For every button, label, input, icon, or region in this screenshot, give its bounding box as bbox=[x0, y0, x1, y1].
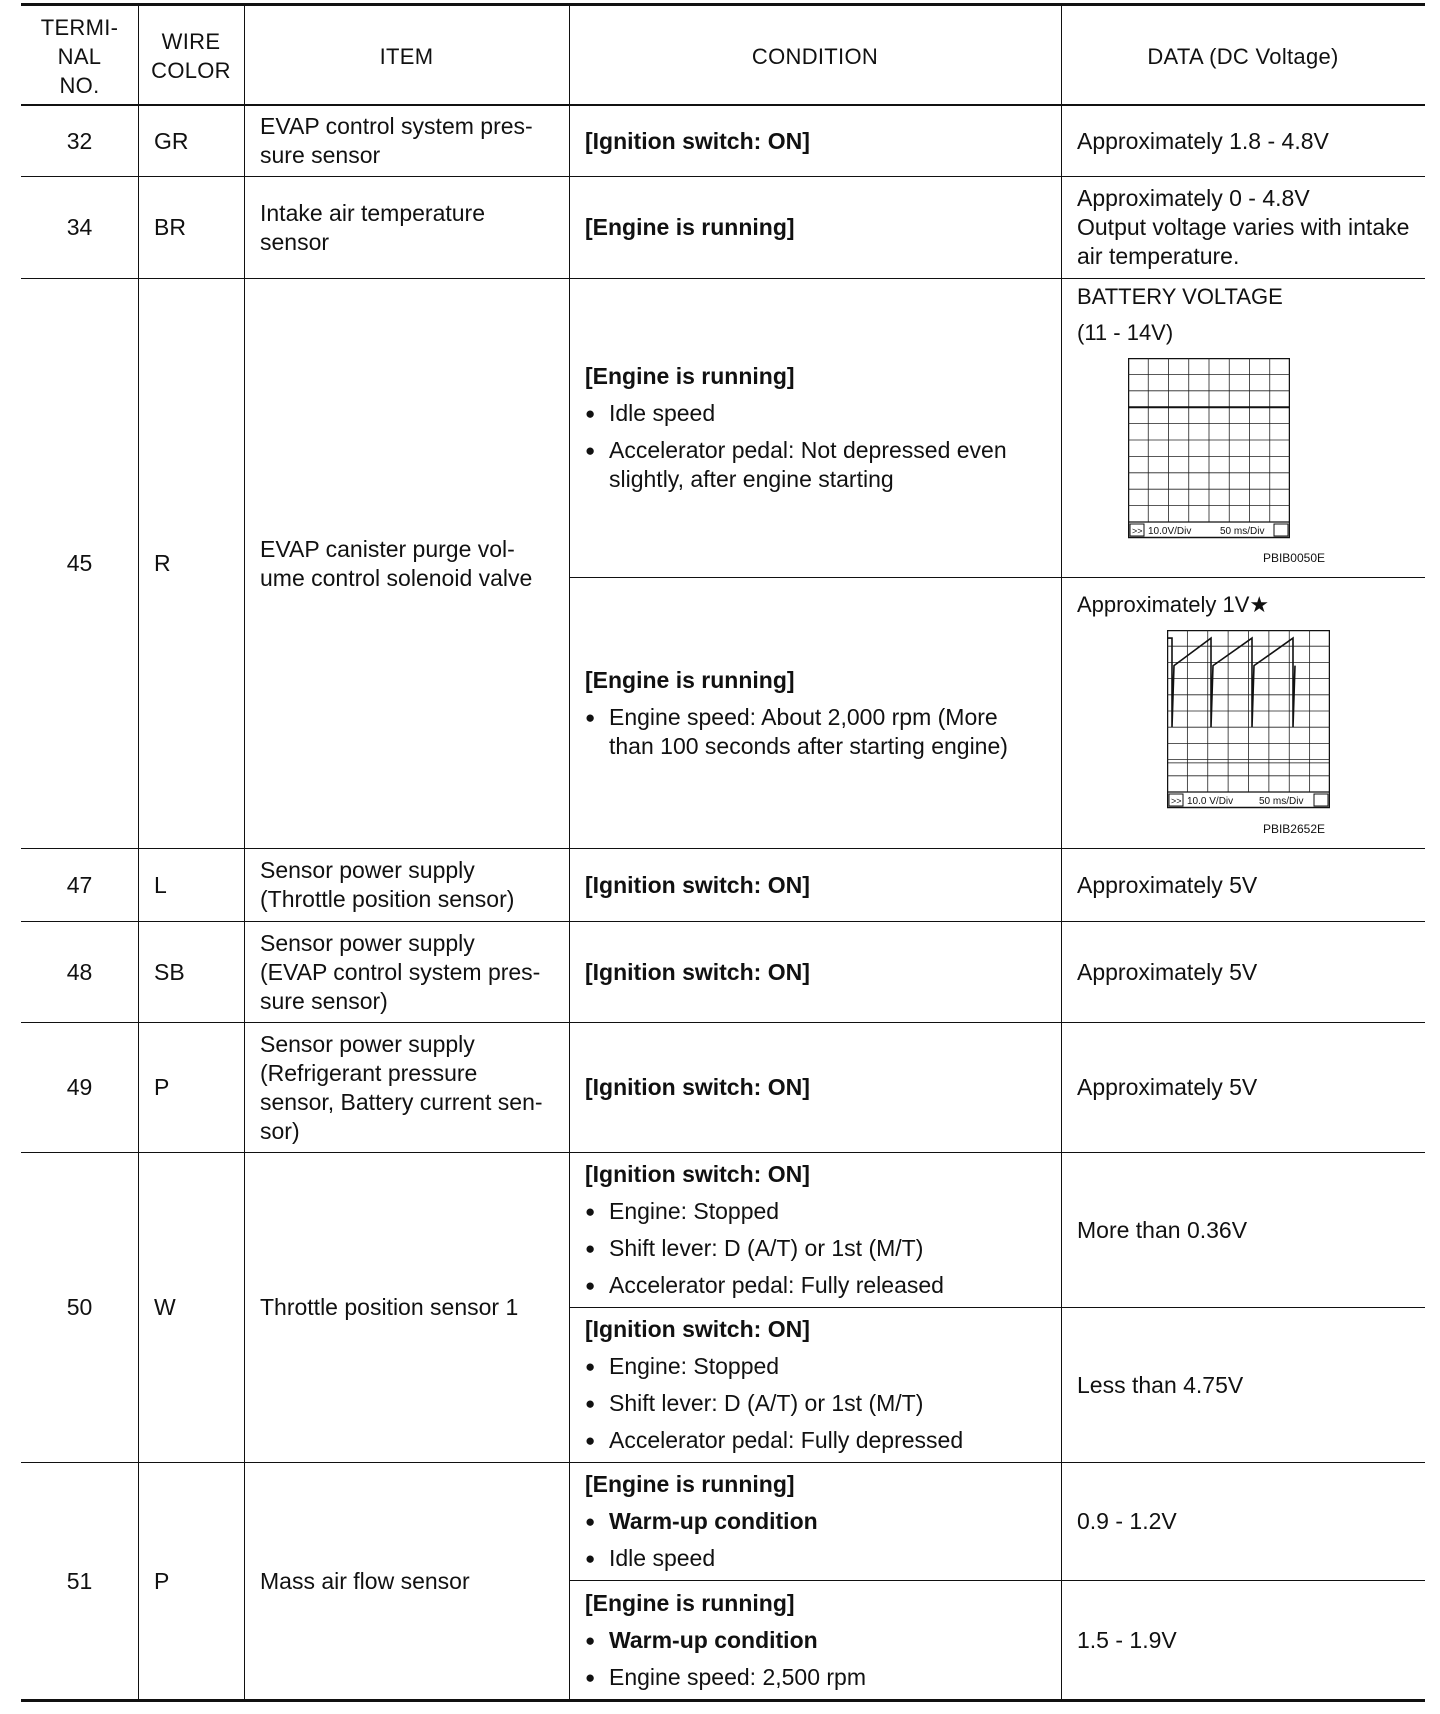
scale-box-icon bbox=[1314, 794, 1328, 806]
condition-bullet: ● Engine speed: 2,500 rpm bbox=[585, 1663, 866, 1692]
time-per-div-label: 50 ms/Div bbox=[1259, 796, 1304, 807]
condition-cell bbox=[569, 1308, 1061, 1462]
terminal-number: 50 bbox=[66, 1294, 93, 1320]
condition-bullet: ● Engine speed: About 2,000 rpm (More than 100 seconds after starting engine) bbox=[585, 703, 1008, 761]
condition-cell bbox=[569, 922, 1061, 1022]
scale-marker-glyph: >> bbox=[1171, 796, 1182, 806]
condition-heading: [Ignition switch: ON] bbox=[585, 1316, 810, 1342]
condition-cell bbox=[569, 177, 1061, 278]
condition-cell bbox=[569, 1153, 1061, 1307]
condition-bullet-list bbox=[585, 1507, 818, 1573]
condition-bullet-list bbox=[585, 1197, 944, 1300]
data-value: More than 0.36V bbox=[1077, 1216, 1248, 1243]
wire-color: P bbox=[154, 1567, 170, 1594]
header-wire-color: WIRE COLOR bbox=[151, 29, 231, 83]
oscilloscope-waveform bbox=[1167, 630, 1330, 810]
condition-cell bbox=[569, 1463, 1061, 1580]
condition-bullet: ● Warm-up condition bbox=[585, 1507, 818, 1536]
item-description: Intake air temperature sensor bbox=[260, 199, 486, 255]
column-divider bbox=[244, 5, 245, 1701]
terminal-number: 34 bbox=[66, 214, 93, 240]
data-value: 0.9 - 1.2V bbox=[1077, 1508, 1177, 1534]
item-description: Sensor power supply (EVAP control system pres- sure sensor) bbox=[260, 929, 541, 1014]
terminal-number: 51 bbox=[66, 1567, 93, 1594]
condition-heading: [Ignition switch: ON] bbox=[585, 1161, 810, 1187]
row-divider bbox=[21, 1462, 1425, 1463]
item-description: EVAP control system pres- sure sensor bbox=[260, 113, 533, 168]
subrow-divider bbox=[569, 1307, 1425, 1308]
data-value: 1.5 - 1.9V bbox=[1077, 1626, 1177, 1653]
row-divider bbox=[21, 848, 1425, 849]
oscilloscope-waveform bbox=[1128, 358, 1290, 540]
condition-content bbox=[585, 958, 810, 987]
data-value: BATTERY VOLTAGE bbox=[1077, 284, 1283, 309]
condition-heading: [Ignition switch: ON] bbox=[585, 871, 810, 898]
condition-heading: [Engine is running] bbox=[585, 363, 795, 389]
condition-bullet: ● Idle speed bbox=[585, 399, 1007, 428]
terminal-number: 47 bbox=[66, 871, 93, 898]
item-description: Sensor power supply (Refrigerant pressure sensor, Battery current sen- sor) bbox=[260, 1030, 543, 1144]
condition-content bbox=[585, 666, 1008, 761]
waveform-trace bbox=[1167, 638, 1295, 727]
volts-per-div-label: 10.0 V/Div bbox=[1187, 796, 1234, 807]
column-divider bbox=[138, 5, 139, 1701]
condition-cell bbox=[569, 1581, 1061, 1699]
condition-cell bbox=[569, 578, 1061, 848]
condition-content bbox=[585, 213, 795, 242]
condition-content bbox=[585, 1589, 866, 1692]
condition-bullet-list bbox=[585, 1352, 963, 1455]
data-value: Approximately 5V bbox=[1077, 871, 1258, 898]
condition-heading: [Ignition switch: ON] bbox=[585, 127, 810, 154]
wire-color: L bbox=[154, 871, 167, 898]
item-description: EVAP canister purge vol- ume control solenoid valve bbox=[260, 535, 533, 591]
condition-cell bbox=[569, 106, 1061, 176]
condition-content bbox=[585, 1315, 963, 1455]
condition-bullet: ● Accelerator pedal: Fully released bbox=[585, 1271, 944, 1300]
data-value: Approximately 0 - 4.8V Output voltage varies with intake air temperature. bbox=[1077, 185, 1410, 269]
terminal-number: 45 bbox=[66, 550, 93, 576]
table-top-border bbox=[21, 3, 1425, 6]
condition-bullet-list bbox=[585, 703, 1008, 761]
condition-content bbox=[585, 871, 810, 900]
figure-code: PBIB0050E bbox=[1262, 551, 1325, 565]
volts-per-div-label: 10.0V/Div bbox=[1148, 526, 1192, 537]
row-divider bbox=[21, 1152, 1425, 1153]
condition-bullet: ● Idle speed bbox=[585, 1544, 818, 1573]
condition-bullet: ● Accelerator pedal: Fully depressed bbox=[585, 1426, 963, 1455]
condition-heading: [Engine is running] bbox=[585, 666, 795, 693]
row-divider bbox=[21, 1022, 1425, 1023]
condition-heading: [Engine is running] bbox=[585, 214, 795, 240]
condition-bullet: ● Shift lever: D (A/T) or 1st (M/T) bbox=[585, 1234, 944, 1263]
terminal-number: 49 bbox=[66, 1074, 93, 1100]
item-description: Mass air flow sensor bbox=[260, 1567, 470, 1594]
item-description: Throttle position sensor 1 bbox=[260, 1294, 519, 1320]
condition-content bbox=[585, 1470, 818, 1573]
data-value: Approximately 1V★ bbox=[1077, 592, 1270, 617]
terminal-number: 48 bbox=[66, 958, 93, 985]
wire-color: R bbox=[154, 550, 171, 576]
data-value: Approximately 1.8 - 4.8V bbox=[1077, 127, 1329, 154]
condition-content bbox=[585, 127, 810, 156]
condition-content bbox=[585, 1160, 944, 1300]
data-value: Approximately 5V bbox=[1077, 1074, 1258, 1100]
condition-bullet-list bbox=[585, 399, 1007, 494]
condition-content bbox=[585, 362, 1007, 494]
condition-cell bbox=[569, 849, 1061, 921]
condition-bullet: ● Warm-up condition bbox=[585, 1626, 866, 1655]
data-value: Approximately 5V bbox=[1077, 958, 1258, 985]
wire-color: P bbox=[154, 1074, 170, 1100]
scale-marker-glyph: >> bbox=[1132, 526, 1143, 536]
condition-heading: [Ignition switch: ON] bbox=[585, 1074, 810, 1100]
wire-color: GR bbox=[154, 127, 189, 154]
subrow-divider bbox=[569, 1580, 1425, 1581]
column-divider bbox=[1061, 5, 1062, 1701]
scale-box-icon bbox=[1274, 524, 1288, 536]
header-divider bbox=[21, 104, 1425, 106]
condition-heading: [Engine is running] bbox=[585, 1589, 795, 1616]
header-condition: CONDITION bbox=[751, 43, 879, 69]
row-divider bbox=[21, 176, 1425, 177]
condition-heading: [Engine is running] bbox=[585, 1471, 795, 1497]
subrow-divider bbox=[569, 577, 1425, 578]
condition-bullet-list bbox=[585, 1626, 866, 1692]
time-per-div-label: 50 ms/Div bbox=[1220, 526, 1265, 537]
column-divider bbox=[569, 5, 570, 1701]
terminal-number: 32 bbox=[66, 127, 93, 154]
condition-cell bbox=[569, 279, 1061, 577]
header-data: DATA (DC Voltage) bbox=[1147, 43, 1339, 69]
header-terminal-no: TERMI- NAL NO. bbox=[40, 14, 119, 98]
data-value: Less than 4.75V bbox=[1077, 1371, 1244, 1398]
condition-bullet: ● Accelerator pedal: Not depressed even slightly, after engine starting bbox=[585, 436, 1007, 494]
wire-color: W bbox=[154, 1294, 176, 1320]
condition-cell bbox=[569, 1023, 1061, 1152]
condition-content bbox=[585, 1073, 810, 1102]
row-divider bbox=[21, 921, 1425, 922]
condition-bullet: ● Engine: Stopped bbox=[585, 1197, 944, 1226]
condition-bullet: ● Engine: Stopped bbox=[585, 1352, 963, 1381]
figure-code: PBIB2652E bbox=[1262, 822, 1325, 836]
wire-color: SB bbox=[154, 958, 185, 985]
data-value-range: (11 - 14V) bbox=[1077, 320, 1174, 345]
header-item: ITEM bbox=[379, 43, 434, 69]
condition-heading: [Ignition switch: ON] bbox=[585, 958, 810, 985]
condition-bullet: ● Shift lever: D (A/T) or 1st (M/T) bbox=[585, 1389, 963, 1418]
item-description: Sensor power supply (Throttle position sensor) bbox=[260, 857, 515, 912]
wire-color: BR bbox=[154, 214, 186, 240]
table-bottom-border bbox=[21, 1699, 1425, 1702]
row-divider bbox=[21, 278, 1425, 279]
